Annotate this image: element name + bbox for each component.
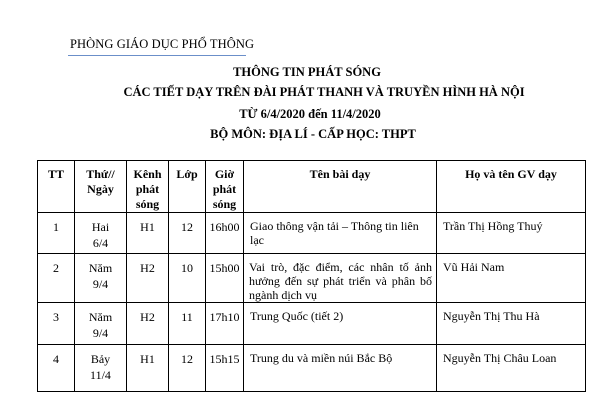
cell-day-name: Bảy — [90, 352, 111, 366]
table-header-row — [38, 161, 586, 213]
cell-day — [75, 303, 127, 345]
header-channel: Kênh phát sóng — [127, 161, 169, 213]
cell-lesson: Trung Quốc (tiết 2) — [244, 303, 437, 345]
table-row — [38, 254, 586, 303]
cell-tt: 3 — [38, 303, 75, 345]
header-tt: TT — [38, 161, 75, 213]
cell-day — [75, 213, 127, 254]
cell-teacher: Nguyễn Thị Thu Hà — [437, 303, 586, 345]
schedule-table — [37, 160, 586, 392]
document-title: THÔNG TIN PHÁT SÓNG — [233, 65, 381, 79]
cell-tt: 4 — [38, 345, 75, 392]
document-subtitle: CÁC TIẾT DẠY TRÊN ĐÀI PHÁT THANH VÀ TRUYỀN HÌNH HÀ NỘI — [123, 85, 525, 99]
cell-time: 15h15 — [206, 345, 244, 392]
cell-channel: H2 — [127, 303, 169, 345]
cell-lesson: Vai trò, đặc điểm, các nhân tố ảnh hưởng đến sự phát triển và phân bố ngành dịch vụ — [244, 254, 437, 303]
subject-level: BỘ MÔN: ĐỊA LÍ - CẤP HỌC: THPT — [210, 127, 416, 141]
header-time: Giờ phát sóng — [206, 161, 244, 213]
spellcheck-underline — [68, 55, 246, 56]
cell-tt: 2 — [38, 254, 75, 303]
header-class: Lớp — [169, 161, 206, 213]
table-row — [38, 345, 586, 392]
table-row — [38, 303, 586, 345]
cell-time: 17h10 — [206, 303, 244, 345]
table-row — [38, 213, 586, 254]
cell-lesson: Giao thông vận tải – Thông tin liên lạc — [244, 213, 437, 254]
cell-date: 9/4 — [92, 326, 109, 340]
header-lesson: Tên bài dạy — [244, 161, 437, 213]
cell-time: 15h00 — [206, 254, 244, 303]
header-teacher: Họ và tên GV dạy — [437, 161, 586, 213]
cell-tt: 1 — [38, 213, 75, 254]
date-range: TỪ 6/4/2020 đến 11/4/2020 — [239, 107, 381, 121]
cell-day-name: Năm — [88, 261, 113, 275]
cell-channel: H2 — [127, 254, 169, 303]
cell-class: 12 — [169, 345, 206, 392]
cell-teacher: Vũ Hải Nam — [437, 254, 586, 303]
cell-day-name: Năm — [88, 310, 113, 324]
cell-day — [75, 254, 127, 303]
cell-date: 11/4 — [90, 368, 111, 382]
cell-class: 12 — [169, 213, 206, 254]
cell-date: 6/4 — [92, 236, 109, 250]
cell-day — [75, 345, 127, 392]
cell-lesson: Trung du và miền núi Bắc Bộ — [244, 345, 437, 392]
department-name: PHÒNG GIÁO DỤC PHỔ THÔNG — [70, 37, 255, 51]
cell-channel: H1 — [127, 213, 169, 254]
cell-day-name: Hai — [91, 220, 110, 234]
cell-teacher: Trần Thị Hồng Thuý — [437, 213, 586, 254]
cell-class: 10 — [169, 254, 206, 303]
cell-time: 16h00 — [206, 213, 244, 254]
cell-channel: H1 — [127, 345, 169, 392]
cell-date: 9/4 — [92, 277, 109, 291]
cell-class: 11 — [169, 303, 206, 345]
cell-teacher: Nguyễn Thị Châu Loan — [437, 345, 586, 392]
header-day: Thứ// Ngày — [75, 161, 127, 213]
